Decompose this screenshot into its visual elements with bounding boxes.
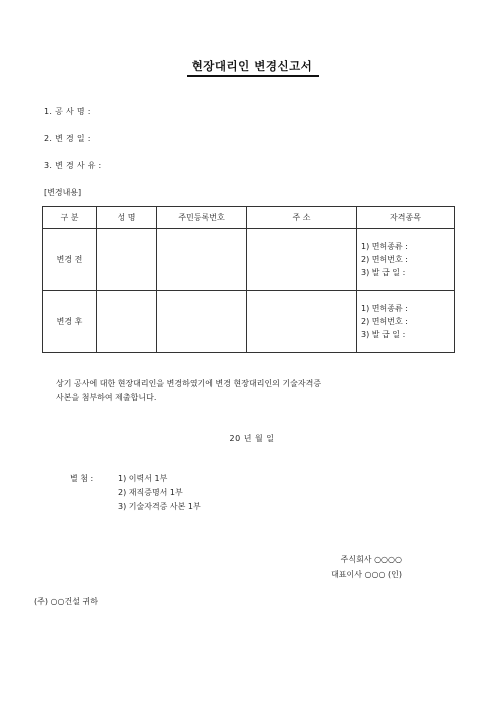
cell-qualification	[357, 229, 455, 291]
cell-address	[247, 229, 357, 291]
attachment-item: 3) 기술자격증 사본 1부	[118, 502, 201, 511]
statement-line-1: 상기 공사에 대한 현장대리인을 변경하였기에 변경 현장대리인의 기술자격증	[56, 379, 322, 388]
licence-issue-date: 3) 발 급 일 :	[361, 330, 406, 339]
change-table	[42, 206, 455, 353]
attachment-item: 2) 재직증명서 1부	[118, 488, 183, 497]
field-change-reason	[44, 160, 102, 171]
cell-resident-number	[157, 229, 247, 291]
field-label: 1. 공 사 명 :	[44, 107, 91, 116]
statement-line-2: 사본을 첨부하여 제출합니다.	[56, 393, 157, 402]
table-row	[43, 291, 455, 353]
header-address: 주 소	[247, 207, 357, 229]
recipient: (주) ○○건설 귀하	[34, 597, 98, 606]
header-name: 성 명	[97, 207, 157, 229]
title-underline	[187, 75, 319, 77]
cell-name	[97, 291, 157, 353]
row-category: 변경 전	[43, 229, 97, 291]
table-row	[43, 229, 455, 291]
section-label: [변경내용]	[44, 188, 82, 197]
cell-address	[247, 291, 357, 353]
licence-type: 1) 면허종류 :	[361, 242, 408, 251]
attachment-item: 1) 이력서 1부	[118, 474, 168, 483]
field-label: 3. 변 경 사 유 :	[44, 161, 102, 170]
licence-number: 2) 면허번호 :	[361, 317, 408, 326]
company-name: 주식회사 ○○○○	[340, 555, 402, 564]
row-category: 변경 후	[43, 291, 97, 353]
field-project-name	[44, 106, 91, 117]
date-line: 20 년 월 일	[229, 434, 275, 443]
header-resident-number: 주민등록번호	[157, 207, 247, 229]
field-label: 2. 변 경 일 :	[44, 134, 91, 143]
header-category: 구 분	[43, 207, 97, 229]
header-qualification: 자격종목	[357, 207, 455, 229]
licence-type: 1) 면허종류 :	[361, 304, 408, 313]
licence-issue-date: 3) 발 급 일 :	[361, 268, 406, 277]
document-title: 현장대리인 변경신고서	[191, 59, 313, 73]
table-header-row	[43, 207, 455, 229]
cell-name	[97, 229, 157, 291]
cell-qualification	[357, 291, 455, 353]
licence-number: 2) 면허번호 :	[361, 255, 408, 264]
attachments-label: 별 첨 :	[70, 474, 94, 483]
field-change-date	[44, 133, 91, 144]
ceo-signature: 대표이사 ○○○ (인)	[331, 570, 402, 579]
cell-resident-number	[157, 291, 247, 353]
